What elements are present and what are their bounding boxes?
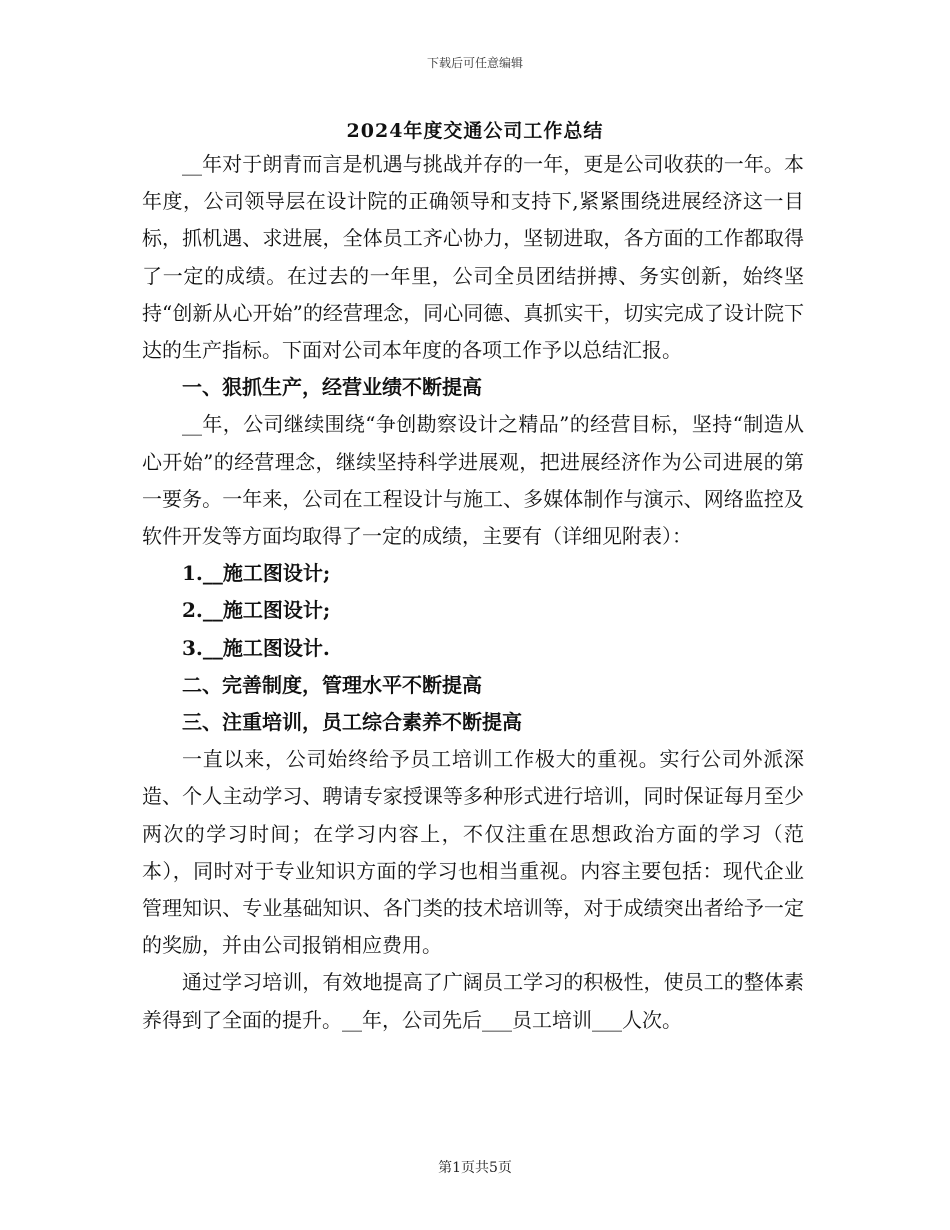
header-note: 下载后可任意编辑 [426,56,523,70]
section-heading-2: 二、完善制度，管理水平不断提高 [182,672,482,697]
section-heading-3: 三、注重培训，员工综合素养不断提高 [182,710,522,735]
section-1-paragraph: __年，公司继续围绕“争创勘察设计之精品”的经营目标，坚持“制造从心开始”的经营理念，继续坚持科学进展观，把进展经济作为公司进展的第一要务。一年来，公司在工程设计与施工、多媒体制作与演示、网络监控及软件开发等方面均取得了一定的成绩，主要有（详细见附表）： [142,412,804,549]
document-body [142,146,804,1039]
document-title: 2024年度交通公司工作总结 [346,120,604,142]
page-number: 第1页共5页 [438,1160,512,1176]
list-item-1: 1.__施工图设计; [182,561,331,586]
section-3-paragraph-1: 一直以来，公司始终给予员工培训工作极大的重视。实行公司外派深造、个人主动学习、聘请专家授课等多种形式进行培训，同时保证每月至少两次的学习时间；在学习内容上，不仅注重在思想政治方面的学习（范本），同时对于专业知识方面的学习也相当重视。内容主要包括：现代企业管理知识、专业基础知识、各门类的技术培训等，对于成绩突出者给予一定的奖励，并由公司报销相应费用。 [142,747,804,958]
list-item-2: 2.__施工图设计; [182,598,331,623]
list-item-3: 3.__施工图设计. [182,635,330,660]
intro-paragraph: __年对于朗青而言是机遇与挑战并存的一年，更是公司收获的一年。本年度，公司领导层在设计院的正确领导和支持下,紧紧围绕进展经济这一目标，抓机遇、求进展，全体员工齐心协力，坚韧进取，各方面的工作都取得了一定的成绩。在过去的一年里，公司全员团结拼搏、务实创新，始终坚持“创新从心开始”的经营理念，同心同德、真抓实干，切实完成了设计院下达的生产指标。下面对公司本年度的各项工作予以总结汇报。 [142,152,804,363]
section-3-paragraph-2: 通过学习培训，有效地提高了广阔员工学习的积极性，使员工的整体素养得到了全面的提升。__年，公司先后___员工培训___人次。 [142,970,804,1032]
section-heading-1: 一、狠抓生产，经营业绩不断提高 [182,375,482,400]
